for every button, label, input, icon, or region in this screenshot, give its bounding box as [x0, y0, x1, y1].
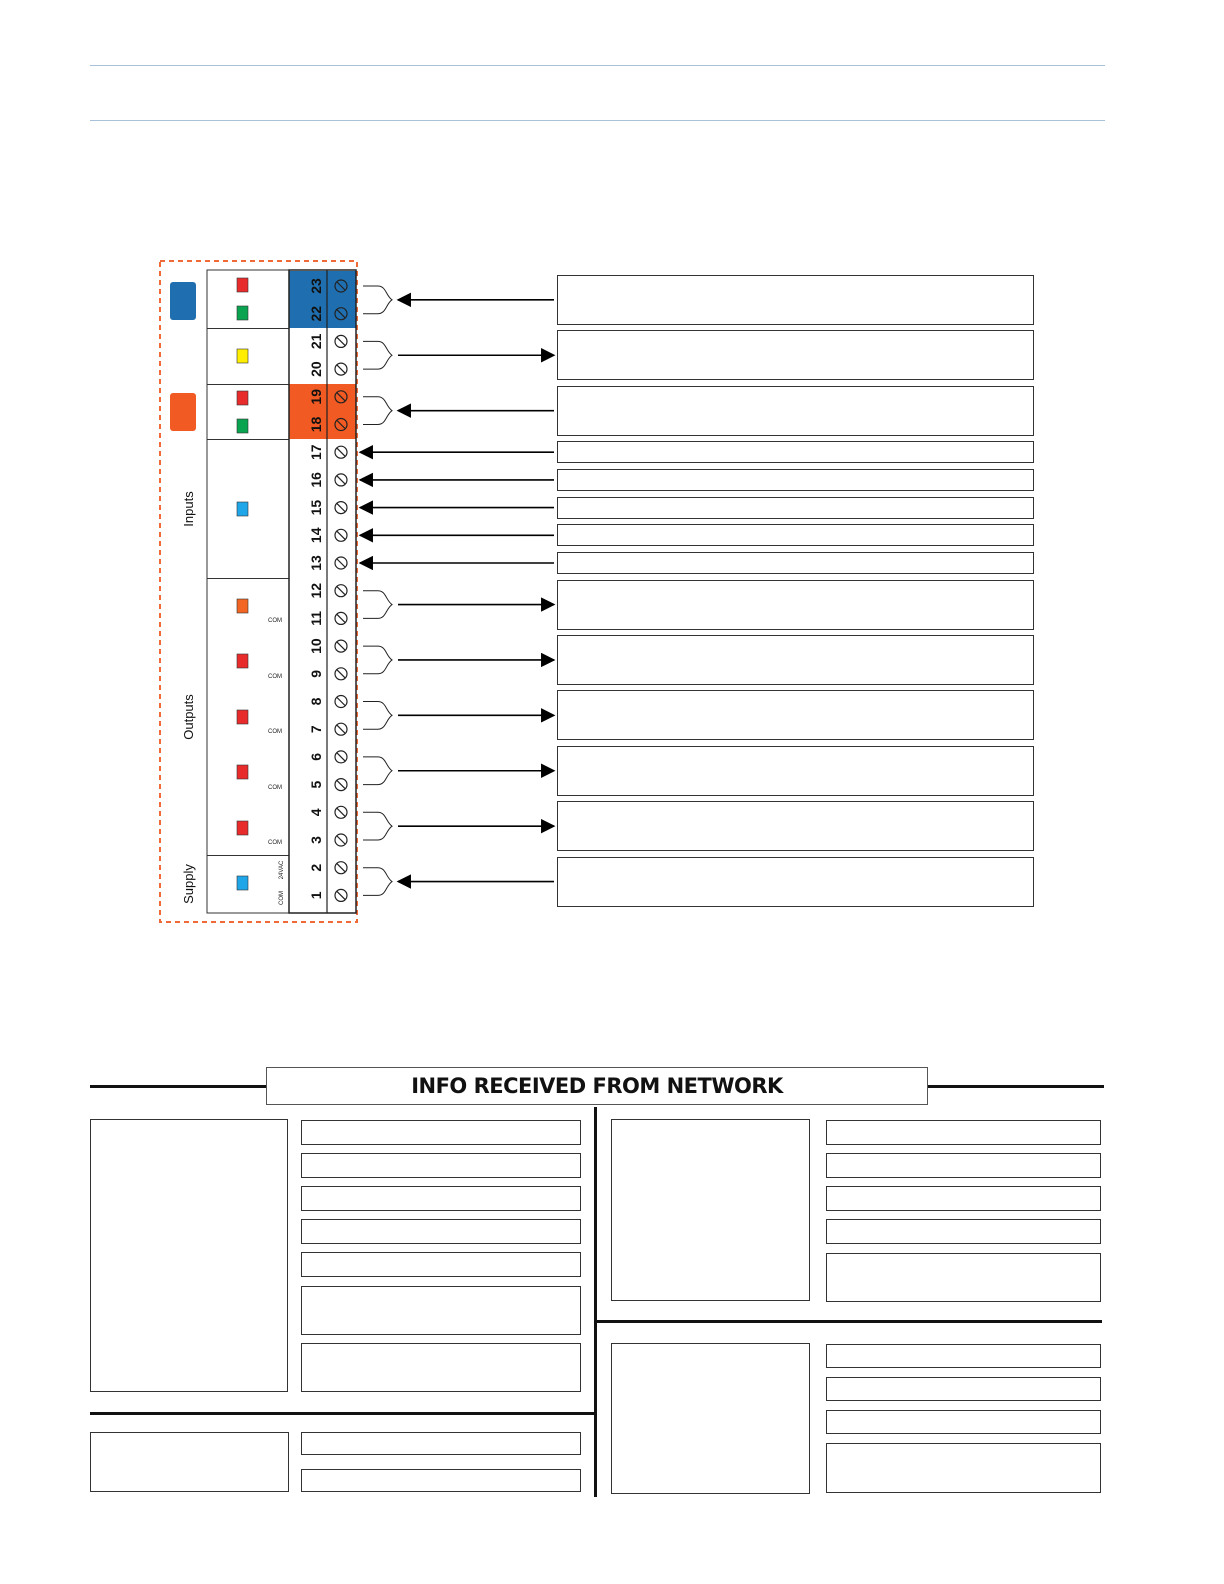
led-cyan: [237, 876, 248, 890]
terminal-number: 4: [308, 808, 324, 817]
network-label-box: [611, 1343, 810, 1494]
terminal-number: 12: [308, 582, 324, 599]
orange-indicator: [170, 393, 196, 431]
network-value-field: [301, 1219, 581, 1244]
connection-description-box: [557, 635, 1034, 685]
terminal-number: 20: [308, 361, 324, 377]
network-divider-vertical: [594, 1107, 597, 1497]
com-label: COM: [268, 729, 282, 735]
screw-slot: [337, 365, 345, 373]
connection-description-box: [557, 386, 1034, 436]
terminal-number: 19: [308, 389, 324, 405]
inputs-label: Inputs: [181, 491, 196, 527]
terminal-pair-bracket: [363, 702, 392, 730]
terminal-number: 17: [308, 444, 324, 460]
screw-slot: [337, 864, 345, 872]
led-red: [237, 821, 248, 835]
network-value-field: [301, 1186, 581, 1211]
com-label: COM: [268, 840, 282, 846]
supply-24vac-label: 24VAC: [279, 860, 285, 880]
terminal-number: 5: [308, 780, 324, 789]
terminal-pair-bracket: [363, 397, 392, 425]
network-rule-right: [928, 1085, 1104, 1088]
terminal-pair-bracket: [363, 341, 392, 369]
network-title: INFO RECEIVED FROM NETWORK: [266, 1067, 928, 1105]
led-red: [237, 710, 248, 724]
connection-description-box: [557, 801, 1034, 851]
screw-slot: [337, 448, 345, 456]
terminal-number: 1: [308, 891, 324, 900]
network-value-field: [826, 1153, 1101, 1178]
network-value-field: [301, 1153, 581, 1178]
network-rule-left: [90, 1085, 267, 1088]
outputs-label: Outputs: [181, 694, 196, 740]
screw-slot: [337, 476, 345, 484]
terminal-number: 18: [308, 416, 324, 433]
screw-slot: [337, 891, 345, 899]
terminal-pair-bracket: [363, 646, 392, 674]
screw-slot: [337, 836, 345, 844]
led-red: [237, 278, 248, 292]
led-orange: [237, 599, 248, 613]
terminal-number: 9: [308, 669, 324, 678]
terminal-pair-bracket: [363, 286, 392, 314]
screw-slot: [337, 808, 345, 816]
screw-slot: [337, 531, 345, 539]
supply-com-label: COM: [279, 891, 285, 905]
screw-slot: [337, 781, 345, 789]
network-value-field: [301, 1343, 581, 1392]
led-panel: [207, 270, 289, 913]
network-value-field: [301, 1120, 581, 1145]
terminal-number: 21: [308, 333, 324, 350]
terminal-number: 22: [308, 305, 324, 322]
led-green: [237, 306, 248, 320]
network-value-field: [826, 1410, 1101, 1434]
blue-indicator: [170, 282, 196, 320]
terminal-number: 7: [308, 725, 324, 734]
screw-slot: [337, 698, 345, 706]
screw-slot: [337, 753, 345, 761]
terminal-number: 15: [308, 499, 324, 516]
led-cyan: [237, 502, 248, 516]
screw-slot: [337, 642, 345, 650]
input-description-box: [557, 497, 1034, 519]
terminal-number: 14: [308, 527, 324, 544]
terminal-number: 13: [308, 555, 324, 571]
connection-description-box: [557, 580, 1034, 630]
terminal-number: 2: [308, 863, 324, 872]
led-red: [237, 765, 248, 779]
terminal-number: 3: [308, 836, 324, 844]
terminal-pair-bracket: [363, 757, 392, 785]
network-value-field: [301, 1286, 581, 1335]
led-green: [237, 419, 248, 433]
input-description-box: [557, 552, 1034, 574]
network-value-field: [301, 1469, 581, 1492]
network-value-field: [826, 1253, 1101, 1302]
led-yellow: [237, 349, 248, 363]
terminal-number: 10: [308, 638, 324, 654]
network-value-field: [826, 1186, 1101, 1211]
terminal-number: 16: [308, 472, 324, 488]
connection-description-box: [557, 857, 1034, 907]
connection-description-box: [557, 330, 1034, 380]
network-value-field: [826, 1344, 1101, 1368]
com-label: COM: [268, 674, 282, 680]
screw-slot: [337, 614, 345, 622]
screw-slot: [337, 337, 345, 345]
input-description-box: [557, 469, 1034, 491]
network-value-field: [301, 1252, 581, 1277]
network-value-field: [826, 1120, 1101, 1145]
network-value-field: [826, 1219, 1101, 1244]
connection-description-box: [557, 275, 1034, 325]
com-label: COM: [268, 618, 282, 624]
terminal-pair-bracket: [363, 812, 392, 840]
com-label: COM: [268, 785, 282, 791]
screw-slot: [337, 670, 345, 678]
connection-description-box: [557, 690, 1034, 740]
network-value-field: [301, 1432, 581, 1455]
terminal-number: 6: [308, 753, 324, 761]
screw-slot: [337, 504, 345, 512]
network-label-box: [90, 1119, 288, 1392]
terminal-pair-bracket: [363, 591, 392, 619]
screw-slot: [337, 559, 345, 567]
input-description-box: [557, 524, 1034, 546]
terminal-number: 11: [308, 610, 324, 626]
terminal-number: 23: [308, 278, 324, 294]
network-label-box: [611, 1119, 810, 1301]
led-red: [237, 654, 248, 668]
network-value-field: [826, 1377, 1101, 1401]
network-label-box: [90, 1432, 289, 1492]
terminal-pair-bracket: [363, 868, 392, 896]
supply-label: Supply: [181, 864, 196, 904]
network-divider-right: [596, 1320, 1102, 1323]
terminal-number: 8: [308, 697, 324, 706]
screw-slot: [337, 725, 345, 733]
network-divider-left: [90, 1412, 595, 1415]
input-description-box: [557, 441, 1034, 463]
connection-description-box: [557, 746, 1034, 796]
led-red: [237, 391, 248, 405]
screw-slot: [337, 587, 345, 595]
network-value-field: [826, 1443, 1101, 1493]
